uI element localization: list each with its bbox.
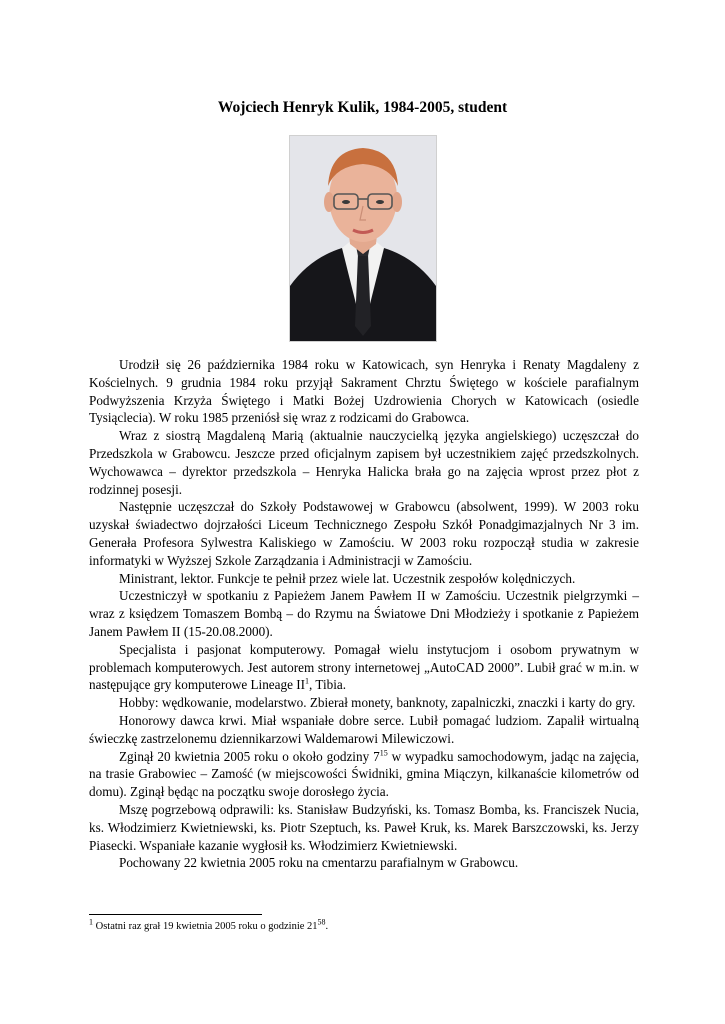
paragraph: Pochowany 22 kwietnia 2005 roku na cmentarzu parafialnym w Grabowcu. — [119, 855, 519, 871]
footnote-divider — [89, 914, 262, 915]
time-superscript: 15 — [379, 748, 388, 758]
paragraph: Mszę pogrzebową odprawili: ks. Stanisław Budzyński, ks. Tomasz Bomba, ks. Franciszek Nucia, ks. Włodzimierz Kwietniewski, ks. Piotr Szeptuch, ks. Paweł Kruk, ks. Marek Barszczowski, ks. Jerzy Piasecki. Wspaniałe kazanie wygłosił ks. Włodzimierz Kwietniewski. — [89, 801, 639, 853]
page-title: Wojciech Henryk Kulik, 1984-2005, student — [217, 99, 508, 116]
paragraph: Urodził się 26 października 1984 roku w Katowicach, syn Henryka i Renaty Magdaleny z Kościelnych. 9 grudnia 1984 roku przyjął Sakrament Chrztu Świętego w kościele parafialnym Podwyższenia Krzyża Świętego i Matki Bożej Uzdrowienia Chorych w Katowicach (osiedle Tysiąclecia). W roku 1985 przeniósł się wraz z rodzicami do Grabowca. — [89, 357, 639, 426]
paragraph: Specjalista i pasjonat komputerowy. Pomagał wielu instytucjom i osobom prywatnym w problemach komputerowych. Jest autorem strony internetowej „AutoCAD 2000”. Lubił grać w m.in. w następujące gry komputerowe Lineage $II^1$, Tibia. — [89, 641, 639, 693]
paragraph: Uczestniczył w spotkaniu z Papieżem Janem Pawłem II w Zamościu. Uczestnik pielgrzymki – wraz z księdzem Tomaszem Bombą – do Rzymu na Światowe Dni Młodzieży i spotkanie z Papieżem Janem Pawłem II (15-20.08.2000). — [89, 588, 639, 639]
portrait-photo-icon — [290, 136, 436, 341]
paragraph: Zginął 20 kwietnia 2005 roku o około godziny $7^{15}$ w wypadku samochodowym, jadąc na zajęcia, na trasie Grabowiec – Zamość (w miejscowości Świdniki, gmina Miączyn, kilkanaście kilometrów od domu). Zginął będąc na początku swoje dorosłego życia. — [89, 748, 640, 800]
footnote-mark: 1 — [89, 917, 93, 927]
footnote-reference: 1 — [305, 676, 310, 686]
paragraph: Następnie uczęszczał do Szkoły Podstawowej w Grabowcu (absolwent, 1999). W 2003 roku uzyskał świadectwo dojrzałości Liceum Technicznego Zespołu Szkół Ponadgimazjalnych Nr 3 im. Generała Profesora Sylwestra Kaliskiego w Zamościu. W 2003 roku rozpoczął studia w zakresie informatyki w Wyższej Szkole Zarządzania i Administracji w Zamościu. — [89, 499, 639, 568]
biography-text — [89, 356, 639, 872]
time-superscript: 58 — [317, 917, 326, 927]
paragraph: Hobby: wędkowanie, modelarstwo. Zbierał monety, banknoty, zapalniczki, znaczki i karty do gry. — [119, 695, 636, 711]
paragraph: Honorowy dawca krwi. Miał wspaniałe dobre serce. Lubił pomagać ludziom. Zapalił wirtualną świeczkę zastrzelonemu dziennikarzowi Waldemarowi Milewiczowi. — [89, 712, 639, 746]
portrait-photo — [289, 135, 437, 342]
paragraph: Wraz z siostrą Magdaleną Marią (aktualnie nauczycielką języka angielskiego) uczęszczał do Przedszkola w Grabowcu. Jeszcze przed oficjalnym zapisem był uczestnikiem zajęć przedszkolnych. Wychowawca – dyrektor przedszkola – Henryka Halicka brała go na zajęcia wprost przez płot z rodzinnej posesji. — [89, 428, 639, 497]
footnote: $^1$ Ostatni raz grał 19 kwietnia 2005 roku o godzinie $21^{58}$. — [89, 917, 329, 932]
paragraph: Ministrant, lektor. Funkcje te pełnił przez wiele lat. Uczestnik zespołów kolędniczych. — [119, 570, 576, 586]
